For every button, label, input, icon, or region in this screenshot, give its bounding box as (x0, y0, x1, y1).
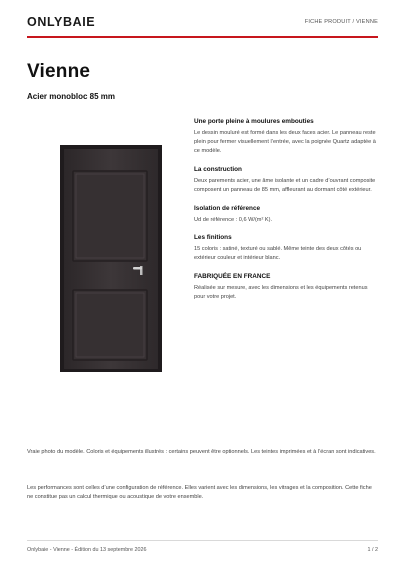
section-construction (194, 166, 380, 195)
page-subtitle: Acier monobloc 85 mm (27, 92, 116, 101)
footer-divider (27, 540, 378, 541)
breadcrumb: FICHE PRODUIT / VIENNE (304, 19, 378, 25)
upper-panel (73, 171, 147, 261)
section-heading: Une porte pleine à moulures embouties (194, 118, 314, 125)
performance-disclaimer: Les performances sont celles d’une configuration de référence. Elles varient avec les dimensions, les vitrages et la composition. Cette fiche ne constitue pas un calcul thermique ou acoustique de votre ensemble. (27, 485, 372, 500)
section-heading: La construction (194, 165, 242, 173)
brand-logo: ONLYBAIE (27, 15, 96, 29)
door-handle (133, 267, 142, 270)
footer-edition: Onlybaie - Vienne - Édition du 13 septembre 2026 (27, 547, 147, 553)
door-image (60, 145, 162, 372)
section-heading: Isolation de référence (194, 204, 261, 212)
section-molded-door (194, 118, 380, 156)
section-heading: FABRIQUÉE EN FRANCE (194, 273, 271, 281)
section-body: 15 coloris : satiné, texturé ou sablé. Même teinte des deux côtés ou extérieur couleur et intérieur blanc. (194, 246, 362, 262)
door-illustration (60, 145, 162, 372)
section-finishes (194, 234, 380, 263)
lower-panel (73, 290, 147, 360)
section-body: Ud de référence : 0,6 W/(m² K). (194, 216, 273, 223)
page-title: Vienne (27, 61, 91, 82)
section-body: Deux parements acier, une âme isolante et un cadre d’ouvrant composite composent un panneau de 85 mm, affleurant au dormant côté extérieur. (194, 177, 376, 193)
section-body: Réalisée sur mesure, avec les dimensions et les équipements retenus pour votre projet. (194, 285, 368, 301)
photo-disclaimer: Vraie photo du modèle. Coloris et équipements illustrés : certains peuvent être optionnels. Les teintes imprimées et à l’écran sont indicatives. (27, 449, 376, 455)
section-insulation (194, 205, 380, 225)
section-body: Le dessin mouluré est formé dans les deux faces acier. Le panneau reste plein pour fermer visuellement l’entrée, avec la poignée Quartz adaptée à ce modèle. (194, 130, 376, 154)
section-heading: Les finitions (194, 234, 232, 242)
section-made-in-france (194, 273, 380, 302)
page-number: 1 / 2 (367, 547, 378, 553)
header-divider (27, 36, 378, 38)
product-description (194, 118, 380, 312)
